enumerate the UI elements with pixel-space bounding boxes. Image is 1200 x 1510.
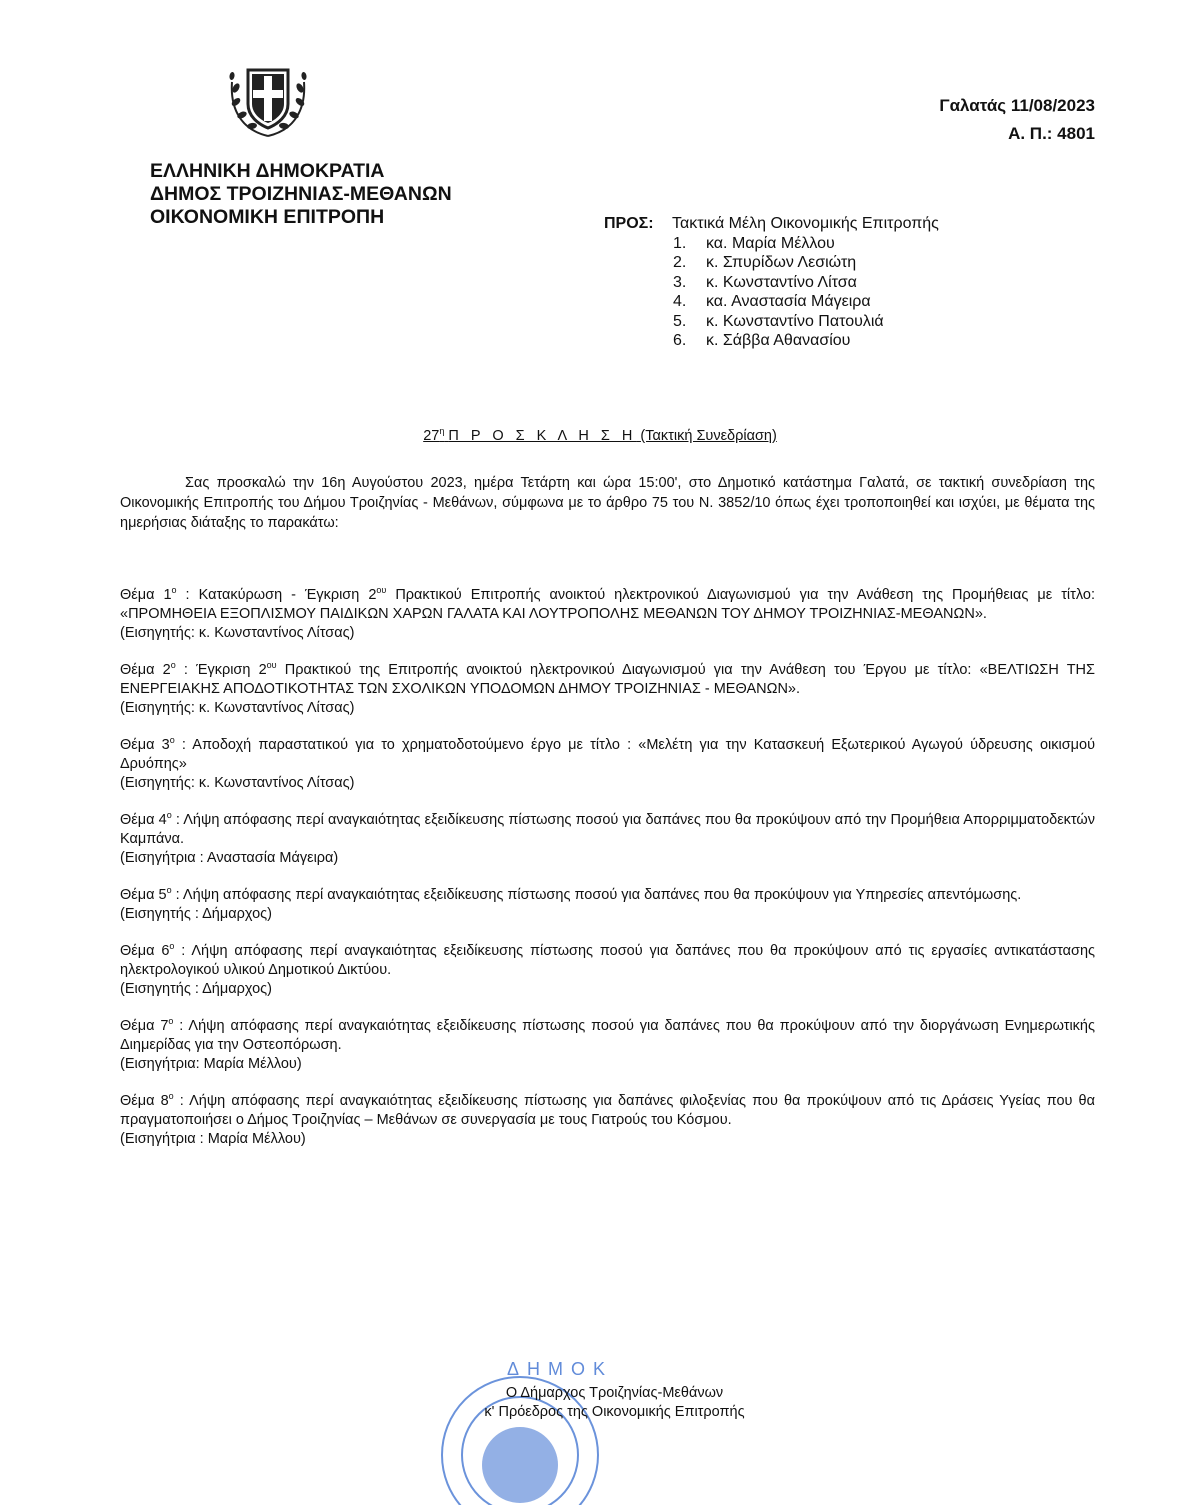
item-label: Θέμα 3	[120, 737, 170, 753]
recipients-label: ΠΡΟΣ:	[604, 215, 654, 232]
invitation-subtitle: (Τακτική Συνεδρίαση)	[640, 428, 777, 444]
item-label-sup: ο	[170, 660, 176, 671]
municipal-stamp-icon	[415, 1355, 615, 1505]
invitation-title	[0, 428, 1200, 444]
item-label: Θέμα 7	[120, 1018, 169, 1034]
agenda-item	[120, 942, 1095, 999]
list-item-name: κα. Αναστασία Μάγειρα	[706, 293, 871, 310]
item-label: Θέμα 2	[120, 662, 171, 678]
item-rapporteur: (Εισηγητής: κ. Κωνσταντίνος Λίτσας)	[120, 625, 355, 641]
item-label: Θέμα 5	[120, 887, 167, 903]
issuer-block	[150, 160, 452, 229]
agenda-item	[120, 1092, 1095, 1149]
list-item-name: κ. Κωνσταντίνο Πατουλιά	[706, 312, 884, 330]
item-rapporteur: (Εισηγήτρια: Μαρία Μέλλου)	[120, 1056, 302, 1072]
item-rapporteur: (Εισηγητής: κ. Κωνσταντίνος Λίτσας)	[120, 775, 355, 791]
hellenic-emblem-icon	[222, 52, 314, 144]
item-text: Πρακτικού της Επιτροπής ανοικτού ηλεκτρονικού Διαγωνισμού για την Ανάθεση του Έργου με τίτλο: «ΒΕΛΤΙΩΣΗ ΤΗΣ ΕΝΕΡΓΕΙΑΚΗΣ ΑΠΟΔΟΤΙΚΟΤΗΤΑΣ ΤΩΝ ΣΧΟΛΙΚΩΝ ΥΠΟΔΟΜΩΝ ΔΗΜΟΥ ΤΡΟΙΖΗΝΙΑΣ - ΜΕΘΑΝΩΝ».	[120, 662, 1095, 697]
signature-block	[442, 1384, 787, 1422]
item-rapporteur: (Εισηγητής: κ. Κωνσταντίνος Λίτσας)	[120, 700, 355, 716]
invitation-word: Π Ρ Ο Σ Κ Λ Η Σ Η	[448, 428, 637, 444]
invitation-number-suffix: η	[439, 426, 445, 437]
item-text-pre: : Λήψη απόφασης περί αναγκαιότητας εξειδίκευσης πίστωσης ποσού για δαπάνες που θα προκύψουν από την Προμήθεια Απορριμματοδεκτών Καμπάνα.	[120, 812, 1096, 847]
item-rapporteur: (Εισηγήτρια : Αναστασία Μάγειρα)	[120, 850, 339, 866]
item-rapporteur: (Εισηγητής : Δήμαρχος)	[120, 981, 272, 997]
list-item-number: 4.	[673, 293, 687, 310]
item-text-pre: : Λήψη απόφασης περί αναγκαιότητας εξειδίκευσης πίστωσης ποσού για δαπάνες που θα προκύψουν από τις εργασίες αντικατάστασης ηλεκτρολογικού υλικού Δημοτικού Δικτύου.	[120, 943, 1095, 978]
recipients-list	[672, 234, 939, 351]
dateline	[939, 92, 1095, 148]
item-text-sup: ου	[266, 660, 277, 671]
list-item-name: κ. Σπυρίδων Λεσιώτη	[706, 254, 857, 271]
list-item-number: 6.	[673, 332, 687, 349]
recipients-block	[604, 214, 939, 351]
invitation-number: 27	[423, 428, 440, 444]
list-item	[672, 273, 939, 293]
list-item-number: 5.	[673, 312, 687, 330]
issuer-country: ΕΛΛΗΝΙΚΗ ΔΗΜΟΚΡΑΤΙΑ	[150, 160, 385, 182]
item-text-pre: : Λήψη απόφασης περί αναγκαιότητας εξειδίκευσης πίστωσης για δαπάνες φιλοξενίας που θα προκύψουν από τις Δράσεις Υγείας που θα πραγματοποιήσει ο Δήμος Τροιζηνίας – Μεθάνων σε συνεργασία με τους Γιατρούς του Κόσμου.	[120, 1093, 1095, 1128]
agenda-item	[120, 736, 1095, 793]
item-text: Πρακτικού Επιτροπής ανοικτού ηλεκτρονικού Διαγωνισμού για την Ανάθεση της Προμήθειας με τίτλο: «ΠΡΟΜΗΘΕΙΑ ΕΞΟΠΛΙΣΜΟΥ ΠΑΙΔΙΚΩΝ ΧΑΡΩΝ ΓΑΛΑΤΑ ΚΑΙ ΛΟΥΤΡΟΠΟΛΗΣ ΜΕΘΑΝΩΝ ΤΟΥ ΔΗΜΟΥ ΤΡΟΙΖΗΝΙΑΣ-ΜΕΘΑΝΩΝ».	[120, 587, 1095, 622]
intro-paragraph: Σας προσκαλώ την 16η Αυγούστου 2023, ημέρα Τετάρτη και ώρα 15:00', στο Δημοτικό κατάστημα Γαλατά, σε τακτική συνεδρίαση της Οικονομικής Επιτροπής του Δήμου Τροιζηνίας - Μεθάνων, σύμφωνα με το άρθρο 75 του Ν. 3852/10 όπως έχει τροποποιηθεί και ισχύει, με θέματα της ημερήσιας διάταξης το παρακάτω:	[120, 475, 1095, 531]
item-rapporteur: (Εισηγητής : Δήμαρχος)	[120, 906, 272, 922]
list-item-name: κ. Σάββα Αθανασίου	[706, 332, 851, 349]
list-item-number: 3.	[673, 273, 687, 291]
list-item-number: 1.	[673, 234, 687, 252]
issuer-committee: ΟΙΚΟΝΟΜΙΚΗ ΕΠΙΤΡΟΠΗ	[150, 206, 385, 228]
list-item-number: 2.	[673, 254, 687, 271]
item-label-sup: ο	[166, 810, 172, 821]
item-text-pre: : Έγκριση 2	[175, 662, 267, 678]
item-rapporteur: (Εισηγήτρια : Μαρία Μέλλου)	[120, 1131, 306, 1147]
place-date: Γαλατάς 11/08/2023	[939, 96, 1095, 115]
list-item-name: κ. Κωνσταντίνο Λίτσα	[706, 273, 857, 291]
item-label: Θέμα 4	[120, 812, 167, 828]
agenda-item	[120, 661, 1095, 718]
item-text-pre: : Κατακύρωση - Έγκριση 2	[176, 587, 377, 603]
item-label-sup: ο	[166, 885, 172, 896]
list-item	[672, 253, 939, 273]
item-label-sup: ο	[168, 1016, 174, 1027]
signature-title: Ο Δήμαρχος Τροιζηνίας-Μεθάνων	[505, 1385, 724, 1401]
item-label-sup: ο	[169, 735, 175, 746]
agenda-item	[120, 886, 1095, 924]
item-label-sup: ο	[168, 1091, 174, 1102]
agenda-item	[120, 811, 1095, 868]
agenda-list	[120, 586, 1095, 1167]
item-label-sup: ο	[169, 941, 175, 952]
list-item	[672, 292, 939, 312]
item-text-pre: : Λήψη απόφασης περί αναγκαιότητας εξειδίκευσης πίστωσης ποσού για δαπάνες που θα προκύψουν για Υπηρεσίες απεντόμωσης.	[171, 887, 1022, 903]
item-text-pre: : Αποδοχή παραστατικού για το χρηματοδοτούμενο έργο με τίτλο : «Μελέτη για την Κατασκευή Εξωτερικού Αγωγού ύδρευσης οικισμού Δρυόπης»	[120, 737, 1095, 772]
item-label: Θέμα 6	[120, 943, 170, 959]
item-label: Θέμα 8	[120, 1093, 169, 1109]
item-text-pre: : Λήψη απόφασης περί αναγκαιότητας εξειδίκευσης πίστωσης ποσού για δαπάνες που θα προκύψουν από την διοργάνωση Ενημερωτικής Διημερίδας για την Οστεοπόρωση.	[120, 1018, 1095, 1053]
protocol-number: Α. Π.: 4801	[1008, 124, 1095, 143]
recipients-heading: Τακτικά Μέλη Οικονομικής Επιτροπής	[672, 215, 939, 232]
item-label: Θέμα 1	[120, 587, 172, 603]
item-text-sup: ου	[376, 585, 387, 596]
agenda-item	[120, 586, 1095, 643]
item-label-sup: ο	[171, 585, 177, 596]
list-item	[672, 234, 939, 254]
signature-subtitle: κ' Πρόεδρος της Οικονομικής Επιτροπής	[484, 1404, 745, 1420]
agenda-item	[120, 1017, 1095, 1074]
issuer-municipality: ΔΗΜΟΣ ΤΡΟΙΖΗΝΙΑΣ-ΜΕΘΑΝΩΝ	[150, 183, 452, 205]
list-item	[672, 312, 939, 332]
list-item	[672, 331, 939, 351]
list-item-name: κα. Μαρία Μέλλου	[706, 234, 835, 252]
stamp-text: ΔΗΜΟΚ	[507, 1359, 614, 1379]
